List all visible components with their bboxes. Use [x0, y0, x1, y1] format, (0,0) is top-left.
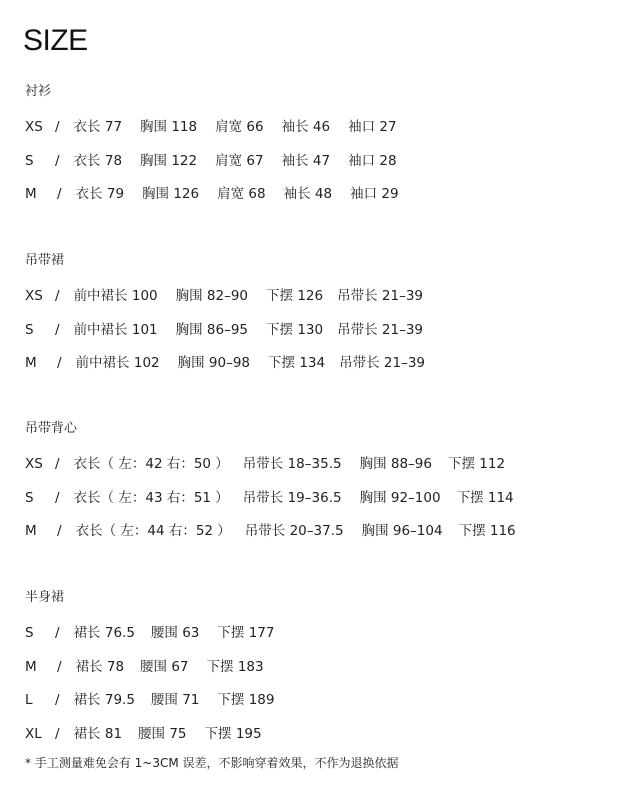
- size-row: [25, 351, 439, 371]
- measurement-cell: 吊带长 20–37.5: [244, 523, 344, 540]
- measurement-cell: 吊带长 21–39: [337, 321, 423, 338]
- size-label: M: [25, 523, 37, 540]
- section-heading: 半身裙: [25, 590, 65, 605]
- separator: /: [55, 625, 60, 641]
- measurement-cell: 肩宽 67: [215, 152, 264, 169]
- measurement-cell: 下摆 126: [266, 288, 324, 304]
- measurement-cell: 衣长 77: [73, 119, 123, 135]
- measurement-cell: 下摆 112: [447, 456, 506, 472]
- measurement-cell: 腰围 75: [138, 726, 187, 743]
- size-label: S: [25, 321, 34, 338]
- size-label: M: [25, 355, 37, 372]
- measurement-cell: 前中裙长 100: [73, 288, 158, 304]
- section-heading: 吊带背心: [25, 421, 78, 436]
- measurement-cell: 肩宽 66: [215, 119, 264, 135]
- size-row: [25, 519, 532, 539]
- measurement-cell: 胸围 96–104: [361, 523, 443, 540]
- measurement-cell: 吊带长 18–35.5: [242, 456, 342, 472]
- measurement-cell: 胸围 118: [140, 119, 198, 135]
- measurement-cell: 衣长（ 左：43 右：51 ）: [73, 489, 229, 506]
- size-row: [25, 149, 415, 169]
- measurement-cell: 衣长 79: [75, 186, 125, 203]
- measurement-cell: 下摆 116: [458, 523, 516, 540]
- size-label: XS: [25, 288, 43, 304]
- separator: /: [57, 523, 62, 540]
- size-label: M: [25, 658, 37, 675]
- separator: /: [57, 355, 62, 372]
- measurement-cell: 胸围 122: [140, 152, 198, 169]
- measurement-cell: 袖口 28: [348, 152, 397, 169]
- measurement-cell: 腰围 71: [150, 692, 200, 709]
- measurement-cell: 袖长 47: [281, 152, 331, 169]
- measurement-cell: 胸围 88–96: [359, 456, 432, 472]
- section-heading: 吊带裙: [25, 253, 65, 268]
- measurement-cell: 裙长 76.5: [73, 625, 135, 641]
- measurement-cell: 胸围 86–95: [175, 321, 249, 338]
- separator: /: [55, 456, 60, 472]
- measurement-cell: 下摆 183: [206, 658, 264, 675]
- size-row: [25, 284, 437, 304]
- measurement-cell: 下摆 114: [456, 489, 514, 506]
- separator: /: [57, 658, 62, 675]
- separator: /: [55, 152, 60, 169]
- separator: /: [55, 726, 60, 743]
- measurement-cell: 肩宽 68: [217, 186, 266, 203]
- separator: /: [55, 119, 60, 135]
- size-label: S: [25, 625, 34, 641]
- measurement-cell: 下摆 134: [268, 355, 326, 372]
- page-title: SIZE: [23, 24, 88, 57]
- measurement-cell: 袖长 48: [283, 186, 333, 203]
- measurement-cell: 衣长（ 左：44 右：52 ）: [75, 523, 231, 540]
- size-label: M: [25, 186, 37, 203]
- size-row: [25, 621, 290, 641]
- separator: /: [55, 692, 60, 709]
- size-label: XS: [25, 119, 43, 135]
- size-row: [25, 655, 280, 675]
- measurement-cell: 前中裙长 102: [75, 355, 160, 372]
- size-label: S: [25, 152, 34, 169]
- measurement-cell: 吊带长 19–36.5: [242, 489, 342, 506]
- size-label: L: [25, 692, 33, 709]
- measurement-cell: 衣长（ 左：42 右：50 ）: [73, 456, 229, 472]
- size-row: [25, 688, 290, 708]
- size-row: [25, 318, 437, 338]
- size-label: S: [25, 489, 34, 506]
- measurement-cell: 袖口 29: [350, 186, 399, 203]
- measurement-cell: 下摆 195: [204, 726, 262, 743]
- section-heading: 衬衫: [25, 84, 52, 99]
- measurement-cell: 胸围 126: [142, 186, 200, 203]
- measurement-cell: 前中裙长 101: [73, 321, 158, 338]
- size-label: XS: [25, 456, 43, 472]
- measurement-cell: 裙长 78: [75, 658, 125, 675]
- measurement-cell: 裙长 81: [73, 726, 123, 743]
- measurement-cell: 胸围 82–90: [175, 288, 249, 304]
- separator: /: [57, 186, 62, 203]
- size-row: [25, 182, 417, 202]
- measurement-cell: 下摆 189: [217, 692, 275, 709]
- measurement-cell: 吊带长 21–39: [337, 288, 423, 304]
- size-row: [25, 722, 278, 742]
- measurement-cell: 胸围 92–100: [359, 489, 441, 506]
- size-row: [25, 115, 415, 135]
- size-row: [25, 486, 530, 506]
- size-label: XL: [25, 726, 42, 743]
- measurement-note: * 手工测量难免会有 1~3CM 误差，不影响穿着效果，不作为退换依据: [25, 756, 399, 770]
- measurement-cell: 衣长 78: [73, 152, 123, 169]
- size-row: [25, 452, 521, 472]
- measurement-cell: 腰围 63: [150, 625, 200, 641]
- measurement-cell: 腰围 67: [140, 658, 189, 675]
- measurement-cell: 胸围 90–98: [177, 355, 251, 372]
- separator: /: [55, 288, 60, 304]
- measurement-cell: 下摆 130: [266, 321, 324, 338]
- measurement-cell: 袖口 27: [348, 119, 397, 135]
- measurement-cell: 吊带长 21–39: [339, 355, 425, 372]
- separator: /: [55, 489, 60, 506]
- separator: /: [55, 321, 60, 338]
- measurement-cell: 下摆 177: [217, 625, 275, 641]
- measurement-cell: 袖长 46: [281, 119, 331, 135]
- measurement-cell: 裙长 79.5: [73, 692, 135, 709]
